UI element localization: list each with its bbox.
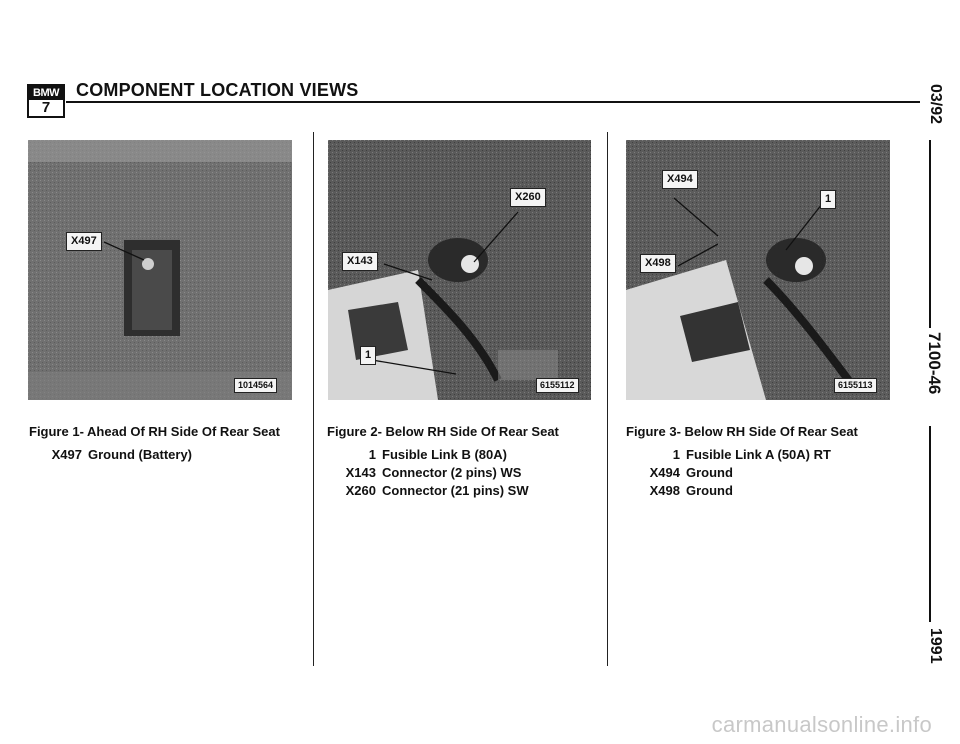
callout-label: X143 bbox=[342, 252, 378, 271]
figure-2-legend bbox=[336, 446, 529, 500]
legend-ref: X260 bbox=[345, 483, 376, 498]
legend-item bbox=[336, 482, 529, 500]
legend-ref: X498 bbox=[649, 483, 680, 498]
legend-ref: 1 bbox=[672, 447, 680, 462]
logo-brand: BMW bbox=[29, 86, 63, 100]
legend-ref: X497 bbox=[51, 447, 82, 462]
side-rail-segment bbox=[929, 140, 931, 328]
callout-label: X498 bbox=[640, 254, 676, 273]
figure-3-caption: Figure 3- Below RH Side Of Rear Seat bbox=[626, 424, 858, 439]
bmw-7-logo bbox=[27, 84, 65, 118]
callout-label: X260 bbox=[510, 188, 546, 207]
figure-3-legend bbox=[640, 446, 831, 500]
figure-1-photo-drawing bbox=[28, 140, 292, 400]
legend-desc: Ground bbox=[686, 465, 733, 480]
legend-item bbox=[336, 446, 529, 464]
callout-label: 1 bbox=[360, 346, 376, 365]
legend-desc: Ground bbox=[686, 483, 733, 498]
title-rule bbox=[66, 101, 920, 103]
legend-item bbox=[640, 464, 831, 482]
photo-id: 6155112 bbox=[536, 378, 579, 393]
side-year: 1991 bbox=[927, 628, 944, 664]
legend-item bbox=[336, 464, 529, 482]
legend-desc: Connector (21 pins) SW bbox=[382, 483, 529, 498]
legend-item bbox=[640, 446, 831, 464]
figure-2-caption: Figure 2- Below RH Side Of Rear Seat bbox=[327, 424, 559, 439]
photo-id: 6155113 bbox=[834, 378, 877, 393]
photo-id: 1014564 bbox=[234, 378, 277, 393]
legend-desc: Fusible Link A (50A) RT bbox=[686, 447, 831, 462]
callout-label: X494 bbox=[662, 170, 698, 189]
column-divider bbox=[607, 132, 608, 666]
legend-desc: Fusible Link B (80A) bbox=[382, 447, 507, 462]
figure-1-photo bbox=[28, 140, 292, 400]
column-divider bbox=[313, 132, 314, 666]
legend-item bbox=[640, 482, 831, 500]
legend-ref: 1 bbox=[368, 447, 376, 462]
callout-label: X497 bbox=[66, 232, 102, 251]
logo-model: 7 bbox=[41, 99, 51, 116]
figure-1-caption: Figure 1- Ahead Of RH Side Of Rear Seat bbox=[29, 424, 280, 439]
page-title: COMPONENT LOCATION VIEWS bbox=[76, 80, 359, 100]
figure-3-photo bbox=[626, 140, 890, 400]
side-rail-segment bbox=[929, 426, 931, 622]
legend-ref: X494 bbox=[649, 465, 680, 480]
figure-1-legend bbox=[48, 446, 192, 464]
figure-2-photo bbox=[328, 140, 591, 400]
site-watermark: carmanualsonline.info bbox=[711, 712, 932, 737]
side-date: 03/92 bbox=[927, 84, 944, 125]
legend-item bbox=[48, 446, 192, 464]
side-section-number: 7100-46 bbox=[925, 332, 944, 395]
callout-label: 1 bbox=[820, 190, 836, 209]
legend-desc: Connector (2 pins) WS bbox=[382, 465, 522, 480]
legend-ref: X143 bbox=[345, 465, 376, 480]
legend-desc: Ground (Battery) bbox=[88, 447, 192, 462]
